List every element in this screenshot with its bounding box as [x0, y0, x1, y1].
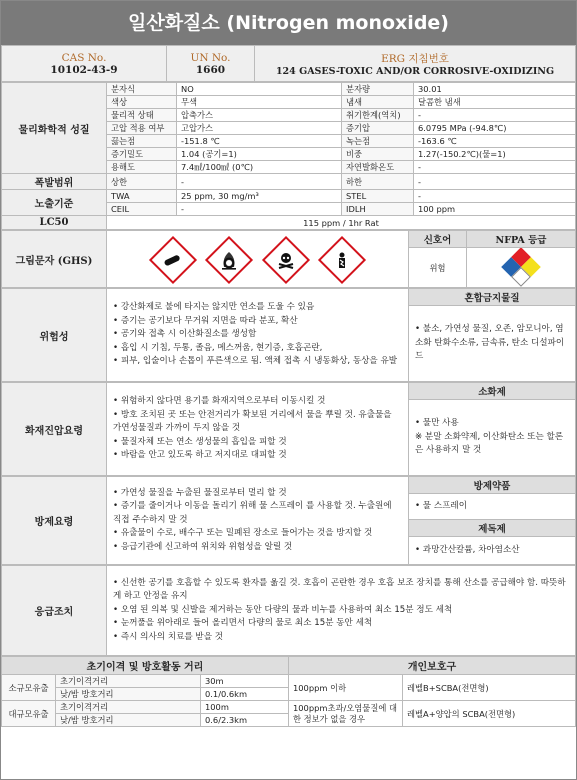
- incompatibles-title: 혼합금지물질: [409, 289, 576, 306]
- isolation-value: 100m: [201, 701, 289, 714]
- ghs-pictograms: [107, 231, 409, 288]
- signal-word-value: 위험: [409, 248, 467, 288]
- prop-value: 1.27(-150.2℃)(물=1): [414, 148, 576, 161]
- prop-key: 용해도: [107, 161, 177, 174]
- hazard-list: [107, 289, 409, 382]
- exposure-value: -: [414, 190, 576, 203]
- distance-title: 초기이격 및 방호활동 거리: [2, 657, 289, 675]
- erg-value: 124 GASES-TOXIC AND/OR CORROSIVE-OXIDIZING: [275, 65, 555, 77]
- protection-label: 방제요령: [2, 477, 107, 565]
- erg-cell: [255, 46, 576, 82]
- exposure-value: -: [177, 203, 342, 216]
- prop-value: -163.6 ℃: [414, 135, 576, 148]
- lc50-value: 115 ppm / 1hr Rat: [107, 216, 576, 230]
- ppe-title: 개인보호구: [289, 657, 576, 675]
- protect-distance-label: 낮/밤 방호거리: [56, 688, 201, 701]
- protect-distance-value: 0.1/0.6km: [201, 688, 289, 701]
- protect-distance-label: 낮/밤 방호거리: [56, 714, 201, 727]
- un-cell: [167, 46, 255, 82]
- prop-value: 무색: [177, 96, 342, 109]
- prop-key: 증기압: [342, 122, 414, 135]
- prop-value: -: [414, 109, 576, 122]
- control-agent-text: • 물 스프레이: [409, 494, 576, 520]
- hazard-label: 위험성: [2, 289, 107, 382]
- prop-value: 압축가스: [177, 109, 342, 122]
- firstaid-label: 응급조치: [2, 566, 107, 656]
- ppe-condition: 100ppm초과/오염물질에 대한 정보가 없을 경우: [289, 701, 403, 727]
- exposure-key: IDLH: [342, 203, 414, 216]
- prop-value: 7.4㎖/100㎖ (0℃): [177, 161, 342, 174]
- fire-item: • 물질자체 또는 연소 생성물의 흡입을 피할 것: [113, 436, 287, 447]
- skull-icon: [262, 236, 310, 284]
- prop-value: 6.0795 MPa (-94.8℃): [414, 122, 576, 135]
- prop-value: 달콤한 냄새: [414, 96, 576, 109]
- exposure-key: CEIL: [107, 203, 177, 216]
- large-spill-label: 대규모유출: [2, 701, 56, 727]
- physchem-table: [1, 82, 576, 230]
- fire-item: • 방호 조치된 곳 또는 안전거리가 확보된 거리에서 물을 뿌릴 것. 유출물을 가연성물질과 가까이 두지 않을 것: [113, 409, 392, 434]
- exposure-value: 100 ppm: [414, 203, 576, 216]
- fire-item: • 위험하지 않다면 용기를 화재지역으로부터 이동시킬 것: [113, 396, 326, 407]
- protection-table: [1, 476, 576, 565]
- fire-label: 화재진압요령: [2, 383, 107, 476]
- ppe-condition: 100ppm 이하: [289, 675, 403, 701]
- prop-key: 취기한계(역치): [342, 109, 414, 122]
- oxidizer-icon: [205, 236, 253, 284]
- protection-item: • 유출물이 수로, 배수구 또는 밀폐된 장소로 들어가는 것을 방지할 것: [113, 528, 373, 539]
- prop-value: -151.8 ℃: [177, 135, 342, 148]
- explosion-label: 폭발범위: [2, 174, 107, 190]
- control-agent-title: 방제약품: [409, 477, 576, 494]
- hazard-item: • 강산화제로 불에 타지는 않지만 연소를 도울 수 있음: [113, 302, 315, 313]
- ghs-table: [1, 230, 576, 288]
- extinguisher-text: [409, 400, 576, 476]
- ghs-label: 그림문자 (GHS): [2, 231, 107, 288]
- firstaid-list: [107, 566, 576, 656]
- lc50-label: LC50: [2, 216, 107, 230]
- prop-key: 비중: [342, 148, 414, 161]
- isolation-label: 초기이격거리: [56, 675, 201, 688]
- prop-key: 끓는점: [107, 135, 177, 148]
- explosion-lower-key: 하한: [342, 174, 414, 190]
- exposure-key: STEL: [342, 190, 414, 203]
- prop-key: 분자량: [342, 83, 414, 96]
- fire-item: • 바람을 안고 있도록 하고 저지대로 대피할 것: [113, 450, 287, 461]
- firstaid-item: • 즉시 의사의 치료를 받을 것: [113, 631, 224, 642]
- hazard-item: • 흡입 시 기침, 두통, 졸음, 메스꺼움, 현기증, 호흡곤란,: [113, 342, 323, 353]
- hazard-table: [1, 288, 576, 382]
- nfpa-label: NFPA 등급: [467, 231, 576, 248]
- un-label: UN No.: [190, 51, 231, 64]
- prop-key: 물리적 상태: [107, 109, 177, 122]
- cas-cell: [2, 46, 167, 82]
- explosion-upper-value: -: [177, 174, 342, 190]
- exposure-value: 25 ppm, 30 mg/m³: [177, 190, 342, 203]
- prop-value: 1.04 (공기=1): [177, 148, 342, 161]
- explosion-upper-key: 상한: [107, 174, 177, 190]
- fire-list: [107, 383, 409, 476]
- protection-item: • 가연성 물질을 누출된 물질로부터 멀리 할 것: [113, 487, 287, 498]
- cas-value: 10102-43-9: [50, 63, 118, 76]
- extinguisher-line: • 물만 사용: [415, 418, 459, 429]
- detox-title: 제독제: [409, 520, 576, 537]
- gas-cylinder-icon: [148, 236, 196, 284]
- extinguisher-note: ※ 분말 소화약제, 이산화탄소 또는 할론은 사용하지 말 것: [415, 431, 564, 456]
- prop-key: 자연발화온도: [342, 161, 414, 174]
- nfpa-diamond-icon: [501, 248, 541, 287]
- firstaid-table: [1, 565, 576, 656]
- ppe-level: 레벨B+SCBA(전면형): [403, 675, 576, 701]
- prop-key: 증기밀도: [107, 148, 177, 161]
- page-title: 일산화질소 (Nitrogen monoxide): [1, 1, 576, 45]
- health-hazard-icon: [318, 236, 366, 284]
- small-spill-label: 소규모유출: [2, 675, 56, 701]
- detox-text: • 과망간산칼륨, 차아염소산: [409, 537, 576, 565]
- prop-key: 고압 적용 여부: [107, 122, 177, 135]
- incompatibles-text: • 불소, 가연성 물질, 오존, 암모니아, 염소화 탄화수소류, 금속류, 탄소 디설파이드: [409, 306, 576, 382]
- ppe-level: 레벨A+양압의 SCBA(전면형): [403, 701, 576, 727]
- physchem-label: 물리화학적 성질: [2, 83, 107, 174]
- erg-label: ERG 지침번호: [381, 52, 449, 65]
- protect-distance-value: 0.6/2.3km: [201, 714, 289, 727]
- signal-word-label: 신호어: [409, 231, 467, 248]
- prop-value: -: [414, 161, 576, 174]
- protection-item: • 증기를 줄이거나 이동을 돌리기 위해 물 스프레이 를 사용할 것. 누출원에 직접 주수하지 말 것: [113, 501, 392, 525]
- prop-key: 녹는점: [342, 135, 414, 148]
- hazard-item: • 증기는 공기보다 무거워 지면을 따라 분포, 확산: [113, 315, 298, 326]
- extinguisher-title: 소화제: [409, 383, 576, 400]
- id-table: [1, 45, 576, 82]
- un-value: 1660: [195, 63, 226, 76]
- firstaid-item: • 눈꺼풀을 위아래로 들어 올리면서 다량의 물로 최소 15분 동안 세척: [113, 618, 373, 629]
- prop-value: NO: [177, 83, 342, 96]
- distance-table: [1, 656, 576, 727]
- prop-key: 냄새: [342, 96, 414, 109]
- exposure-key: TWA: [107, 190, 177, 203]
- explosion-lower-value: -: [414, 174, 576, 190]
- hazard-item: • 공기와 접촉 시 이산화질소를 생성함: [113, 329, 257, 340]
- nfpa-diamond: [467, 248, 576, 288]
- firstaid-item: • 신선한 공기를 호흡할 수 있도록 환자를 옮길 것. 호흡이 곤란한 경우 호흡 보조 장치를 통해 산소를 공급해야 함. 따뜻하게 하고 안정을 유지: [113, 577, 566, 602]
- fire-table: [1, 382, 576, 476]
- prop-key: 색상: [107, 96, 177, 109]
- protection-list: [107, 477, 409, 565]
- prop-value: 30.01: [414, 83, 576, 96]
- cas-label: CAS No.: [61, 51, 107, 64]
- protection-item: • 응급기관에 신고하여 위치와 위험성을 알릴 것: [113, 541, 293, 552]
- firstaid-item: • 오염 된 의복 및 신발을 제거하는 동안 다량의 물과 비누를 사용하여 최소 15분 정도 세척: [113, 604, 453, 615]
- exposure-label: 노출기준: [2, 190, 107, 216]
- hazard-item: • 피부, 입술이나 손톱이 푸른색으로 됨. 액체 접촉 시 냉동화상, 동상을 유발: [113, 356, 398, 367]
- isolation-value: 30m: [201, 675, 289, 688]
- prop-key: 분자식: [107, 83, 177, 96]
- prop-value: 고압가스: [177, 122, 342, 135]
- isolation-label: 초기이격거리: [56, 701, 201, 714]
